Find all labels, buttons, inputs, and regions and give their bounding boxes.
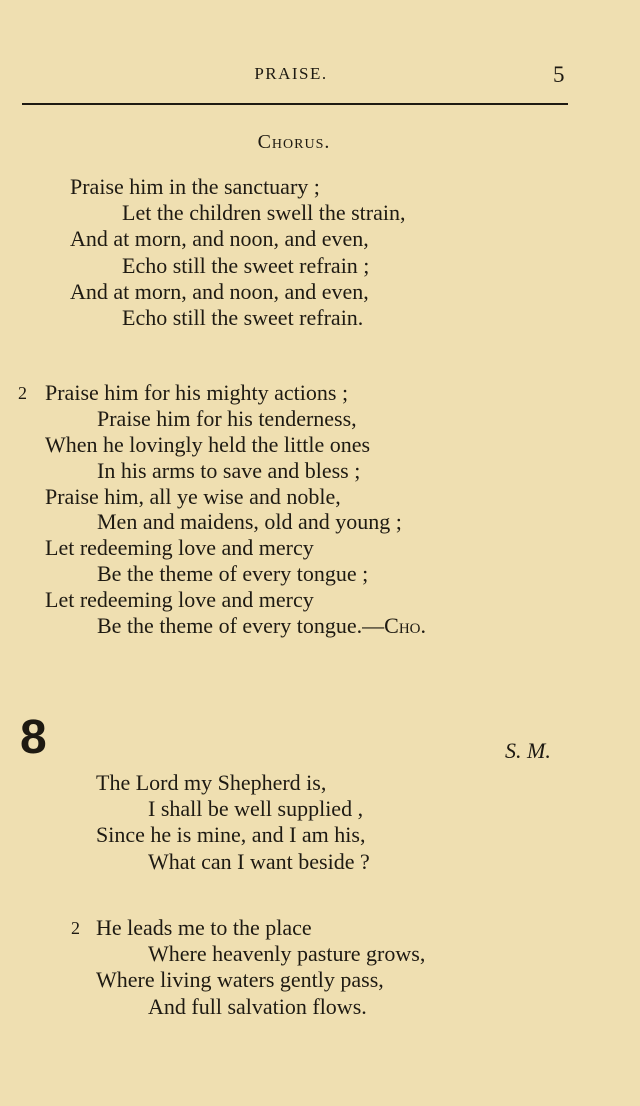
- hymn-8-verse-1: [96, 770, 370, 875]
- verse-line: Men and maidens, old and young ;: [97, 509, 402, 535]
- page-number: 5: [553, 62, 565, 87]
- verse-line: Let redeeming love and mercy: [45, 535, 314, 561]
- chorus-stanza: [70, 174, 405, 331]
- verse-line: And full salvation flows.: [148, 993, 367, 1019]
- verse-line: Let the children swell the strain,: [122, 200, 406, 226]
- header-rule: [22, 103, 568, 105]
- verse-line: And at morn, and noon, and even,: [70, 278, 369, 304]
- verse-line: He leads me to the place: [96, 915, 312, 940]
- verse-line: Let redeeming love and mercy: [45, 587, 314, 613]
- chorus-marker: Cho.: [384, 613, 426, 639]
- verse-line: When he lovingly held the little ones: [45, 431, 371, 457]
- hymn-meter: S. M.: [505, 738, 551, 763]
- verse-line: Where living waters gently pass,: [96, 967, 384, 993]
- verse-line: [45, 613, 426, 639]
- verse-line: Since he is mine, and I am his,: [96, 822, 366, 848]
- verse-line: Echo still the sweet refrain.: [122, 304, 364, 330]
- verse-number: 2: [18, 383, 27, 403]
- verse-line: I shall be well supplied ,: [148, 796, 364, 822]
- verse-line: Echo still the sweet refrain ;: [122, 252, 370, 278]
- verse-line: What can I want beside ?: [148, 848, 370, 874]
- verse-line: Praise him in the sanctuary ;: [70, 174, 320, 199]
- verse-line: The Lord my Shepherd is,: [96, 770, 327, 795]
- stanza-2: [18, 380, 426, 639]
- verse-line: Praise him for his tenderness,: [97, 405, 357, 431]
- verse-line: Praise him, all ye wise and noble,: [45, 483, 341, 509]
- verse-line: And at morn, and noon, and even,: [70, 226, 369, 252]
- verse-line: Praise him for his mighty actions ;: [45, 380, 349, 405]
- verse-line: Be the theme of every tongue ;: [97, 561, 369, 587]
- chorus-heading: Chorus.: [257, 131, 331, 153]
- verse-line-text: Be the theme of every tongue.—: [97, 613, 385, 639]
- verse-line: Where heavenly pasture grows,: [148, 941, 426, 967]
- running-header: PRAISE.: [254, 64, 328, 83]
- hymn-number: 8: [20, 711, 47, 764]
- verse-number: 2: [71, 918, 80, 938]
- hymn-8-verse-2: [71, 915, 426, 1020]
- verse-line: In his arms to save and bless ;: [97, 457, 361, 483]
